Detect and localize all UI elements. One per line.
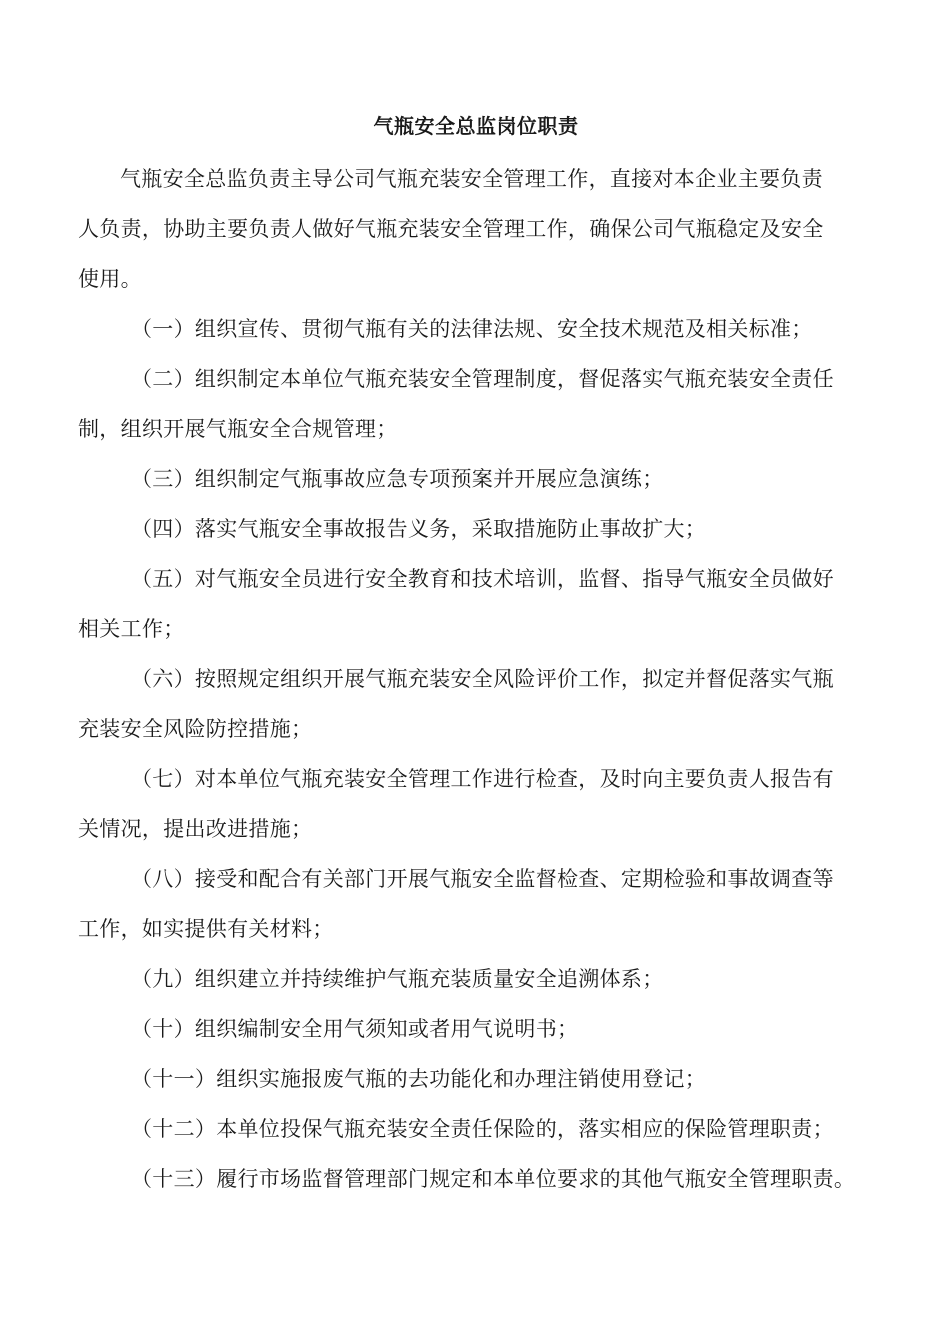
duty-item-line: （五）对气瓶安全员进行安全教育和技术培训，监督、指导气瓶安全员做好 [131,567,834,591]
duty-item-line: 制，组织开展气瓶安全合规管理； [78,417,398,441]
duty-item-line: （七）对本单位气瓶充装安全管理工作进行检查，及时向主要负责人报告有 [131,767,834,791]
duty-item [78,554,874,654]
duty-item [78,454,874,504]
duty-item-line: （八）接受和配合有关部门开展气瓶安全监督检查、定期检验和事故调查等 [131,867,834,891]
duty-item-line: 相关工作； [78,617,185,641]
duty-item-line: （十二）本单位投保气瓶充装安全责任保险的，落实相应的保险管理职责； [131,1117,834,1141]
duty-item [78,1154,874,1204]
duty-item-line: （九）组织建立并持续维护气瓶充装质量安全追溯体系； [131,967,664,991]
duty-item [78,1004,874,1054]
duty-item [78,304,874,354]
duty-item [78,654,874,754]
duty-item-line: 充装安全风险防控措施； [78,717,313,741]
duty-item-line: （十三）履行市场监督管理部门规定和本单位要求的其他气瓶安全管理职责。 [131,1167,856,1191]
page-title: 气瓶安全总监岗位职责 [373,114,579,138]
document-page [78,106,874,1204]
duty-item [78,954,874,1004]
intro-line: 人负责，协助主要负责人做好气瓶充装安全管理工作，确保公司气瓶稳定及安全 [78,217,824,241]
duty-item-line: （三）组织制定气瓶事故应急专项预案并开展应急演练； [131,467,664,491]
intro-line: 气瓶安全总监负责主导公司气瓶充装安全管理工作，直接对本企业主要负责 [120,167,823,191]
duty-item-line: （十一）组织实施报废气瓶的去功能化和办理注销使用登记； [131,1067,707,1091]
duty-item [78,354,874,454]
duty-item [78,754,874,854]
duty-list [78,304,874,1204]
duty-item-line: 工作，如实提供有关材料； [78,917,334,941]
intro-paragraph [78,154,874,304]
duty-item [78,854,874,954]
duty-item [78,1054,874,1104]
duty-item-line: （一）组织宣传、贯彻气瓶有关的法律法规、安全技术规范及相关标准； [131,317,813,341]
intro-line: 使用。 [78,267,142,291]
duty-item [78,1104,874,1154]
duty-item-line: （六）按照规定组织开展气瓶充装安全风险评价工作，拟定并督促落实气瓶 [131,667,834,691]
duty-item-line: （二）组织制定本单位气瓶充装安全管理制度，督促落实气瓶充装安全责任 [131,367,834,391]
duty-item-line: 关情况，提出改进措施； [78,817,313,841]
duty-item-line: （十）组织编制安全用气须知或者用气说明书； [131,1017,579,1041]
duty-item [78,504,874,554]
duty-item-line: （四）落实气瓶安全事故报告义务，采取措施防止事故扩大； [131,517,707,541]
